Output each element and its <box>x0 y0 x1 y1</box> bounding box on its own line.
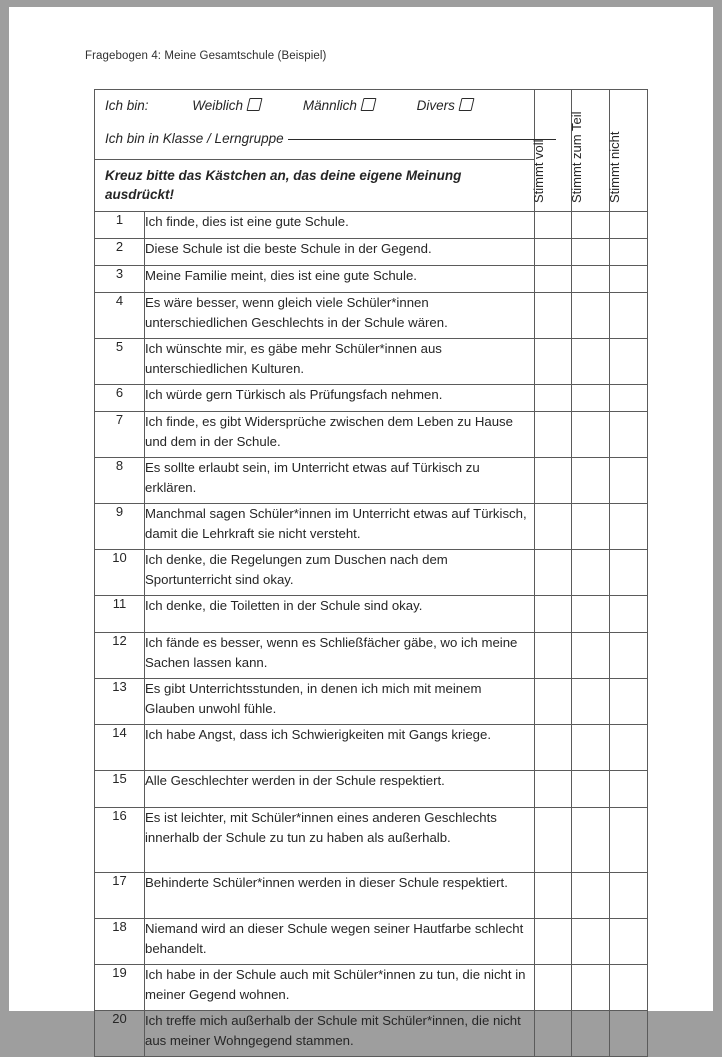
question-text: Ich fände es besser, wenn es Schließfächer gäbe, wo ich meine Sachen lassen kann. <box>145 633 535 679</box>
answer-cell-stimmt-zum-teil[interactable] <box>572 504 610 550</box>
table-row <box>95 1011 648 1057</box>
scale-header-stimmt-voll <box>531 90 572 212</box>
answer-cell-stimmt-zum-teil[interactable] <box>572 458 610 504</box>
question-text: Ich finde, es gibt Widersprüche zwischen dem Leben zu Hause und dem in der Schule. <box>145 412 535 458</box>
scale-header-label-3: Stimmt nicht <box>606 131 622 203</box>
answer-cell-stimmt-nicht[interactable] <box>610 725 648 771</box>
answer-cell-stimmt-zum-teil[interactable] <box>572 239 610 266</box>
question-text: Ich treffe mich außerhalb der Schule mit Schüler*innen, die nicht aus meiner Wohngegend stammen. <box>145 1011 535 1057</box>
answer-cell-stimmt-zum-teil[interactable] <box>572 385 610 412</box>
question-text: Meine Familie meint, dies ist eine gute Schule. <box>145 266 535 293</box>
answer-cell-stimmt-nicht[interactable] <box>610 293 648 339</box>
question-text: Ich denke, die Toiletten in der Schule sind okay. <box>145 596 535 633</box>
answer-cell-stimmt-voll[interactable] <box>535 550 572 596</box>
answer-cell-stimmt-nicht[interactable] <box>610 679 648 725</box>
answer-cell-stimmt-zum-teil[interactable] <box>572 1011 610 1057</box>
scale-header-stimmt-zum-teil <box>568 90 610 212</box>
table-row <box>95 293 648 339</box>
table-row <box>95 266 648 293</box>
question-text: Behinderte Schüler*innen werden in dieser Schule respektiert. <box>145 873 535 919</box>
question-text: Ich finde, dies ist eine gute Schule. <box>145 212 535 239</box>
question-number: 6 <box>95 385 145 412</box>
table-body <box>95 90 648 1057</box>
answer-cell-stimmt-nicht[interactable] <box>610 385 648 412</box>
table-row <box>95 808 648 873</box>
gender-label-weiblich: Weiblich <box>192 98 244 113</box>
question-number: 18 <box>95 919 145 965</box>
answer-cell-stimmt-nicht[interactable] <box>610 458 648 504</box>
class-group-row <box>105 131 526 146</box>
answer-cell-stimmt-nicht[interactable] <box>610 266 648 293</box>
question-text: Es sollte erlaubt sein, im Unterricht etwas auf Türkisch zu erklären. <box>145 458 535 504</box>
table-row <box>95 725 648 771</box>
table-header-row <box>95 90 648 212</box>
answer-cell-stimmt-zum-teil[interactable] <box>572 293 610 339</box>
table-row <box>95 771 648 808</box>
answer-cell-stimmt-voll[interactable] <box>535 458 572 504</box>
answer-cell-stimmt-voll[interactable] <box>535 596 572 633</box>
table-row <box>95 239 648 266</box>
answer-cell-stimmt-zum-teil[interactable] <box>572 679 610 725</box>
question-text: Alle Geschlechter werden in der Schule respektiert. <box>145 771 535 808</box>
question-text: Ich würde gern Türkisch als Prüfungsfach nehmen. <box>145 385 535 412</box>
question-number: 1 <box>95 212 145 239</box>
question-text: Ich habe in der Schule auch mit Schüler*innen zu tun, die nicht in meiner Gegend wohnen. <box>145 965 535 1011</box>
answer-cell-stimmt-voll[interactable] <box>535 293 572 339</box>
answer-cell-stimmt-voll[interactable] <box>535 385 572 412</box>
question-number: 19 <box>95 965 145 1011</box>
answer-cell-stimmt-nicht[interactable] <box>610 239 648 266</box>
answer-cell-stimmt-voll[interactable] <box>535 339 572 385</box>
question-number: 11 <box>95 596 145 633</box>
question-text: Diese Schule ist die beste Schule in der Gegend. <box>145 239 535 266</box>
answer-cell-stimmt-voll[interactable] <box>535 808 572 873</box>
answer-cell-stimmt-nicht[interactable] <box>610 1011 648 1057</box>
table-row <box>95 679 648 725</box>
question-number: 15 <box>95 771 145 808</box>
gender-label-maennlich: Männlich <box>302 98 357 113</box>
answer-cell-stimmt-voll[interactable] <box>535 725 572 771</box>
question-number: 4 <box>95 293 145 339</box>
gender-label-divers: Divers <box>416 98 455 113</box>
question-text: Manchmal sagen Schüler*innen im Unterricht etwas auf Türkisch, damit die Lehrkraft sie nicht versteht. <box>145 504 535 550</box>
answer-cell-stimmt-voll[interactable] <box>535 633 572 679</box>
answer-cell-stimmt-zum-teil[interactable] <box>572 808 610 873</box>
question-number: 3 <box>95 266 145 293</box>
answer-cell-stimmt-nicht[interactable] <box>610 771 648 808</box>
identity-block <box>95 90 534 160</box>
answer-cell-stimmt-zum-teil[interactable] <box>572 212 610 239</box>
question-number: 5 <box>95 339 145 385</box>
answer-cell-stimmt-nicht[interactable] <box>610 339 648 385</box>
question-text: Es ist leichter, mit Schüler*innen eines anderen Geschlechts innerhalb der Schule zu tun zu haben als außerhalb. <box>145 808 535 873</box>
table-row <box>95 873 648 919</box>
questionnaire-table <box>94 89 648 1057</box>
answer-cell-stimmt-zum-teil[interactable] <box>572 550 610 596</box>
answer-cell-stimmt-voll[interactable] <box>535 873 572 919</box>
table-row <box>95 458 648 504</box>
question-number: 20 <box>95 1011 145 1057</box>
answer-cell-stimmt-voll[interactable] <box>535 679 572 725</box>
scale-header-label-2: Stimmt zum Teil <box>568 111 584 203</box>
ich-bin-label: Ich bin: <box>105 98 149 113</box>
question-text: Ich denke, die Regelungen zum Duschen nach dem Sportunterricht sind okay. <box>145 550 535 596</box>
answer-cell-stimmt-voll[interactable] <box>535 1011 572 1057</box>
answer-cell-stimmt-nicht[interactable] <box>610 412 648 458</box>
answer-cell-stimmt-voll[interactable] <box>535 771 572 808</box>
table-row <box>95 965 648 1011</box>
gender-row <box>105 98 528 113</box>
scale-header-stimmt-nicht <box>606 90 648 212</box>
answer-cell-stimmt-nicht[interactable] <box>610 596 648 633</box>
question-text: Niemand wird an dieser Schule wegen seiner Hautfarbe schlecht behandelt. <box>145 919 535 965</box>
page-title: Fragebogen 4: Meine Gesamtschule (Beispiel) <box>85 50 327 62</box>
answer-cell-stimmt-voll[interactable] <box>535 266 572 293</box>
question-number: 13 <box>95 679 145 725</box>
answer-cell-stimmt-zum-teil[interactable] <box>572 596 610 633</box>
answer-cell-stimmt-voll[interactable] <box>535 919 572 965</box>
class-group-input-line[interactable] <box>288 139 556 140</box>
answer-cell-stimmt-voll[interactable] <box>535 212 572 239</box>
table-row <box>95 412 648 458</box>
table-row <box>95 596 648 633</box>
scale-header-label-1: Stimmt voll <box>531 139 546 203</box>
answer-cell-stimmt-voll[interactable] <box>535 504 572 550</box>
question-number: 2 <box>95 239 145 266</box>
answer-cell-stimmt-voll[interactable] <box>535 239 572 266</box>
checkbox-icon-divers[interactable] <box>458 98 474 111</box>
table-row <box>95 212 648 239</box>
question-text: Es wäre besser, wenn gleich viele Schüler*innen unterschiedlichen Geschlechts in der Schule wären. <box>145 293 535 339</box>
question-text: Ich habe Angst, dass ich Schwierigkeiten mit Gangs kriege. <box>145 725 535 771</box>
checkbox-icon-maennlich[interactable] <box>360 98 376 111</box>
answer-cell-stimmt-zum-teil[interactable] <box>572 633 610 679</box>
page-sheet <box>9 7 713 1048</box>
answer-cell-stimmt-nicht[interactable] <box>610 919 648 965</box>
question-text: Ich wünschte mir, es gäbe mehr Schüler*innen aus unterschiedlichen Kulturen. <box>145 339 535 385</box>
table-row <box>95 504 648 550</box>
question-number: 14 <box>95 725 145 771</box>
class-group-label: Ich bin in Klasse / Lerngruppe <box>105 131 284 146</box>
answer-cell-stimmt-voll[interactable] <box>535 412 572 458</box>
table-row <box>95 339 648 385</box>
answer-cell-stimmt-nicht[interactable] <box>610 212 648 239</box>
answer-cell-stimmt-zum-teil[interactable] <box>572 873 610 919</box>
answer-cell-stimmt-zum-teil[interactable] <box>572 339 610 385</box>
answer-cell-stimmt-zum-teil[interactable] <box>572 771 610 808</box>
answer-cell-stimmt-nicht[interactable] <box>610 633 648 679</box>
answer-cell-stimmt-zum-teil[interactable] <box>572 725 610 771</box>
answer-cell-stimmt-zum-teil[interactable] <box>572 919 610 965</box>
gender-option-weiblich[interactable] <box>192 98 261 113</box>
table-row <box>95 633 648 679</box>
table-row <box>95 919 648 965</box>
question-number: 8 <box>95 458 145 504</box>
gender-option-maennlich[interactable] <box>303 98 375 113</box>
table-row <box>95 550 648 596</box>
answer-cell-stimmt-nicht[interactable] <box>610 965 648 1011</box>
answer-cell-stimmt-nicht[interactable] <box>610 504 648 550</box>
checkbox-icon-weiblich[interactable] <box>247 98 263 111</box>
question-number: 16 <box>95 808 145 873</box>
instruction-text: Kreuz bitte das Kästchen an, das deine eigene Meinung ausdrückt! <box>105 168 462 202</box>
answer-cell-stimmt-nicht[interactable] <box>610 873 648 919</box>
answer-cell-stimmt-zum-teil[interactable] <box>572 266 610 293</box>
question-number: 7 <box>95 412 145 458</box>
gender-option-divers[interactable] <box>417 98 473 113</box>
answer-cell-stimmt-nicht[interactable] <box>610 808 648 873</box>
answer-cell-stimmt-voll[interactable] <box>535 965 572 1011</box>
answer-cell-stimmt-nicht[interactable] <box>610 550 648 596</box>
question-number: 10 <box>95 550 145 596</box>
table-row <box>95 385 648 412</box>
question-text: Es gibt Unterrichtsstunden, in denen ich mich mit meinem Glauben unwohl fühle. <box>145 679 535 725</box>
question-number: 12 <box>95 633 145 679</box>
answer-cell-stimmt-zum-teil[interactable] <box>572 412 610 458</box>
answer-cell-stimmt-zum-teil[interactable] <box>572 965 610 1011</box>
respondent-info-block <box>95 90 535 212</box>
question-number: 17 <box>95 873 145 919</box>
question-number: 9 <box>95 504 145 550</box>
